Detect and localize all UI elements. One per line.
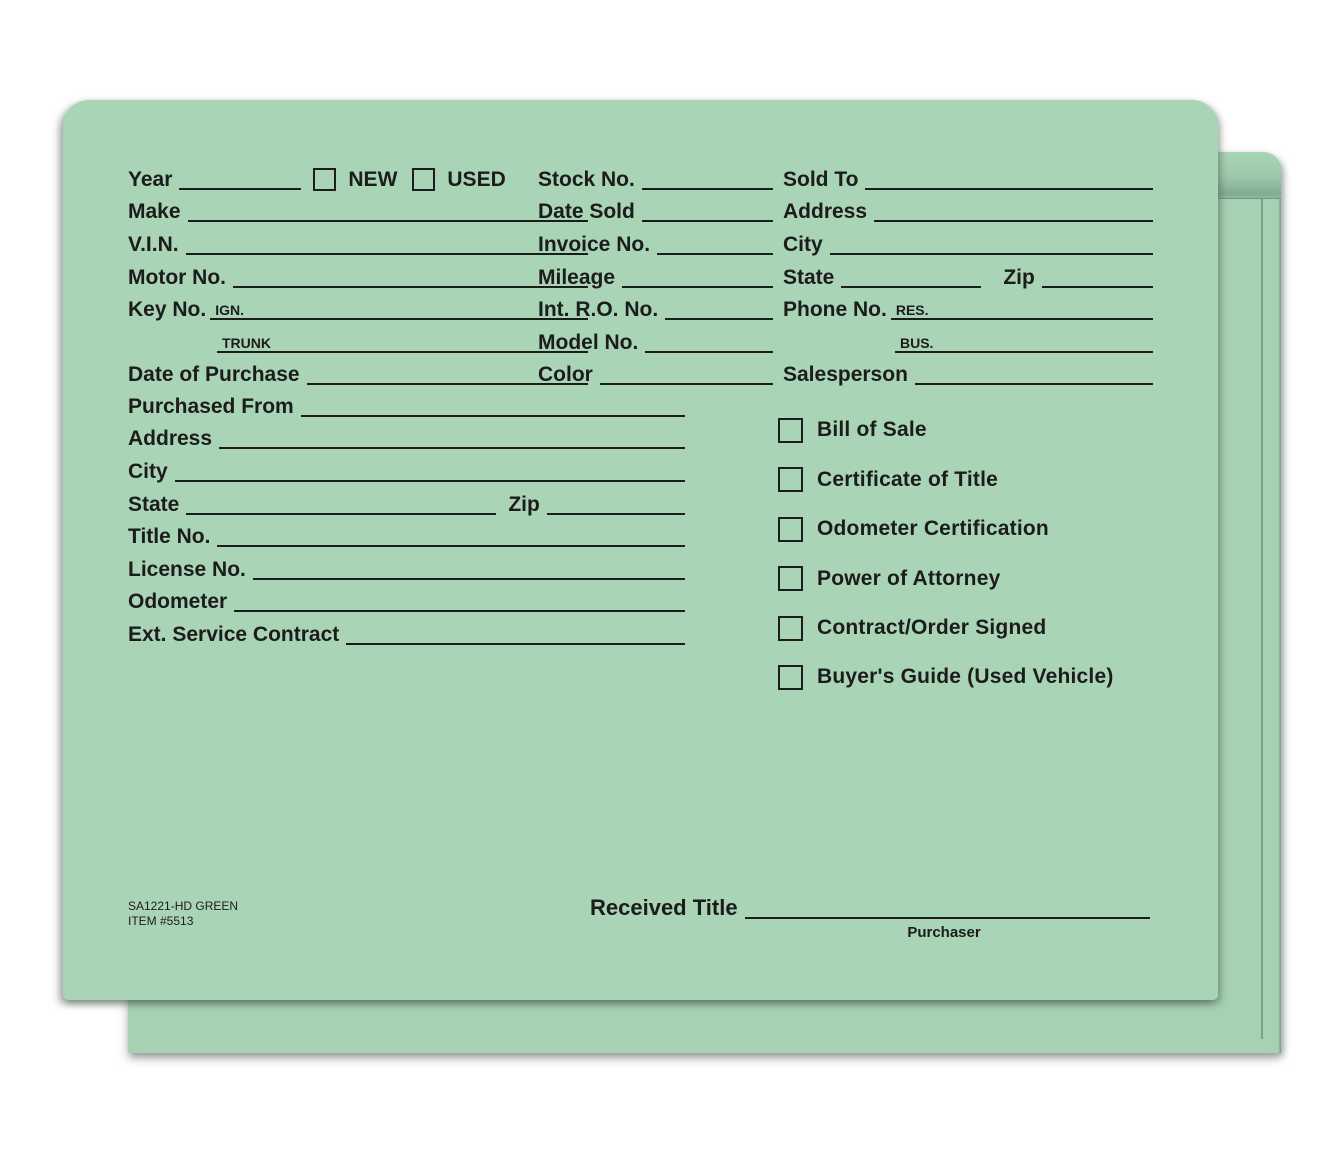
sold-to-label: Sold To: [783, 167, 859, 191]
key-no-ign-row: [128, 288, 588, 321]
seller-zip-label: Zip: [508, 492, 540, 516]
odometer-certification-label: Odometer Certification: [817, 517, 1049, 541]
used-checkbox: [412, 168, 435, 191]
model-no-blank: [645, 339, 773, 353]
certificate-of-title-checkbox: [778, 467, 803, 492]
stock-no-blank: [642, 176, 773, 190]
vehicle-info-column: [128, 157, 588, 385]
int-ro-no-blank: [665, 306, 773, 320]
buyer-city-blank: [830, 241, 1153, 255]
received-title-label: Received Title: [590, 895, 738, 920]
color-blank: [600, 371, 773, 385]
bill-of-sale-checkbox: [778, 418, 803, 443]
buyer-state-blank: [841, 274, 981, 288]
date-of-purchase-row: [128, 353, 588, 386]
document-checklist: [778, 406, 1208, 702]
mileage-label: Mileage: [538, 265, 616, 289]
seller-city-label: City: [128, 460, 168, 484]
buyer-address-row: [783, 190, 1153, 223]
vin-label: V.I.N.: [128, 233, 179, 257]
make-label: Make: [128, 200, 181, 224]
bill-of-sale-label: Bill of Sale: [817, 418, 927, 442]
ext-service-contract-row: [128, 612, 685, 645]
buyer-zip-blank: [1042, 274, 1153, 288]
checklist-row-buyers-guide: [778, 653, 1208, 702]
license-no-row: [128, 547, 685, 580]
key-no-trunk-row: [128, 320, 588, 353]
used-label: USED: [447, 167, 506, 191]
seller-address-blank: [219, 435, 685, 449]
phone-res-blank: [891, 302, 1153, 320]
new-checkbox: [313, 168, 336, 191]
buyer-city-label: City: [783, 233, 823, 257]
mileage-row: [538, 255, 773, 288]
phone-no-label: Phone No.: [783, 298, 887, 322]
salesperson-label: Salesperson: [783, 363, 908, 387]
buyer-state-label: State: [783, 265, 835, 289]
seller-state-blank: [186, 501, 496, 515]
checklist-row-bill-of-sale: [778, 406, 1208, 455]
checklist-row-power-of-attorney: [778, 554, 1208, 603]
odometer-label: Odometer: [128, 590, 228, 614]
stock-no-row: [538, 157, 773, 190]
new-label: NEW: [348, 167, 398, 191]
buyer-zip-label: Zip: [1003, 265, 1035, 289]
buyer-address-blank: [874, 208, 1153, 222]
ext-service-contract-label: Ext. Service Contract: [128, 622, 340, 646]
purchased-from-blank: [301, 403, 685, 417]
bus-label: BUS.: [900, 334, 934, 351]
product-code-line2: ITEM #5513: [128, 914, 194, 928]
certificate-of-title-label: Certificate of Title: [817, 467, 998, 491]
purchased-from-label: Purchased From: [128, 394, 294, 418]
invoice-no-row: [538, 222, 773, 255]
checklist-row-certificate-of-title: [778, 455, 1208, 504]
license-no-label: License No.: [128, 557, 246, 581]
seller-address-label: Address: [128, 427, 213, 451]
odometer-certification-checkbox: [778, 517, 803, 542]
checklist-row-contract-order-signed: [778, 603, 1208, 652]
buyers-guide-checkbox: [778, 665, 803, 690]
contract-order-signed-label: Contract/Order Signed: [817, 616, 1047, 640]
buyer-state-zip-row: [783, 255, 1153, 288]
make-row: [128, 190, 588, 223]
vin-row: [128, 222, 588, 255]
date-sold-label: Date Sold: [538, 200, 635, 224]
back-envelope-edge: [1278, 199, 1281, 1053]
salesperson-row: [783, 353, 1153, 386]
power-of-attorney-label: Power of Attorney: [817, 566, 1001, 590]
title-no-label: Title No.: [128, 525, 211, 549]
motor-no-row: [128, 255, 588, 288]
buyer-info-column: [783, 157, 1153, 385]
seller-address-row: [128, 417, 685, 450]
key-no-trunk-blank: [217, 334, 588, 353]
model-no-row: [538, 320, 773, 353]
int-ro-no-row: [538, 288, 773, 321]
contract-order-signed-checkbox: [778, 616, 803, 641]
phone-bus-row: [783, 320, 1153, 353]
motor-no-label: Motor No.: [128, 265, 226, 289]
ign-label: IGN.: [215, 302, 244, 319]
buyer-city-row: [783, 222, 1153, 255]
date-of-purchase-label: Date of Purchase: [128, 363, 300, 387]
title-no-row: [128, 515, 685, 548]
license-no-blank: [253, 566, 685, 580]
purchase-info-section: [128, 384, 685, 644]
color-label: Color: [538, 363, 593, 387]
seller-zip-blank: [547, 501, 685, 515]
seller-city-blank: [175, 468, 685, 482]
received-title-row: [590, 886, 1150, 919]
checklist-row-odometer-certification: [778, 505, 1208, 554]
key-no-label: Key No.: [128, 298, 207, 322]
seller-state-zip-row: [128, 482, 685, 515]
motor-no-blank: [233, 274, 588, 288]
purchaser-label: Purchaser: [907, 924, 981, 941]
trunk-label: TRUNK: [222, 334, 271, 351]
vin-blank: [186, 241, 588, 255]
year-row: [128, 157, 588, 190]
purchased-from-row: [128, 384, 685, 417]
title-no-blank: [217, 533, 685, 547]
date-sold-blank: [642, 208, 773, 222]
product-codes: [128, 899, 238, 929]
odometer-blank: [234, 598, 685, 612]
key-no-ign-blank: [210, 302, 588, 320]
mileage-blank: [622, 274, 773, 288]
date-sold-row: [538, 190, 773, 223]
phone-res-row: [783, 288, 1153, 321]
ext-service-contract-blank: [346, 631, 685, 645]
int-ro-no-label: Int. R.O. No.: [538, 298, 659, 322]
received-title-blank: [745, 905, 1150, 919]
invoice-no-blank: [657, 241, 773, 255]
product-code-line1: SA1221-HD GREEN: [128, 899, 239, 913]
color-row: [538, 353, 773, 386]
power-of-attorney-checkbox: [778, 566, 803, 591]
model-no-label: Model No.: [538, 330, 639, 354]
buyers-guide-label: Buyer's Guide (Used Vehicle): [817, 665, 1114, 689]
year-label: Year: [128, 167, 173, 191]
odometer-row: [128, 580, 685, 613]
phone-bus-blank: [895, 334, 1153, 353]
buyer-address-label: Address: [783, 200, 868, 224]
res-label: RES.: [895, 302, 929, 319]
sold-to-blank: [865, 176, 1153, 190]
sold-to-row: [783, 157, 1153, 190]
year-blank: [179, 176, 301, 190]
front-envelope: [63, 100, 1218, 1000]
sale-info-column: [538, 157, 773, 385]
stock-no-label: Stock No.: [538, 167, 635, 191]
salesperson-blank: [915, 371, 1153, 385]
make-blank: [188, 208, 588, 222]
seller-state-label: State: [128, 492, 180, 516]
seller-city-row: [128, 449, 685, 482]
invoice-no-label: Invoice No.: [538, 233, 651, 257]
back-envelope-seam: [1261, 199, 1263, 1039]
